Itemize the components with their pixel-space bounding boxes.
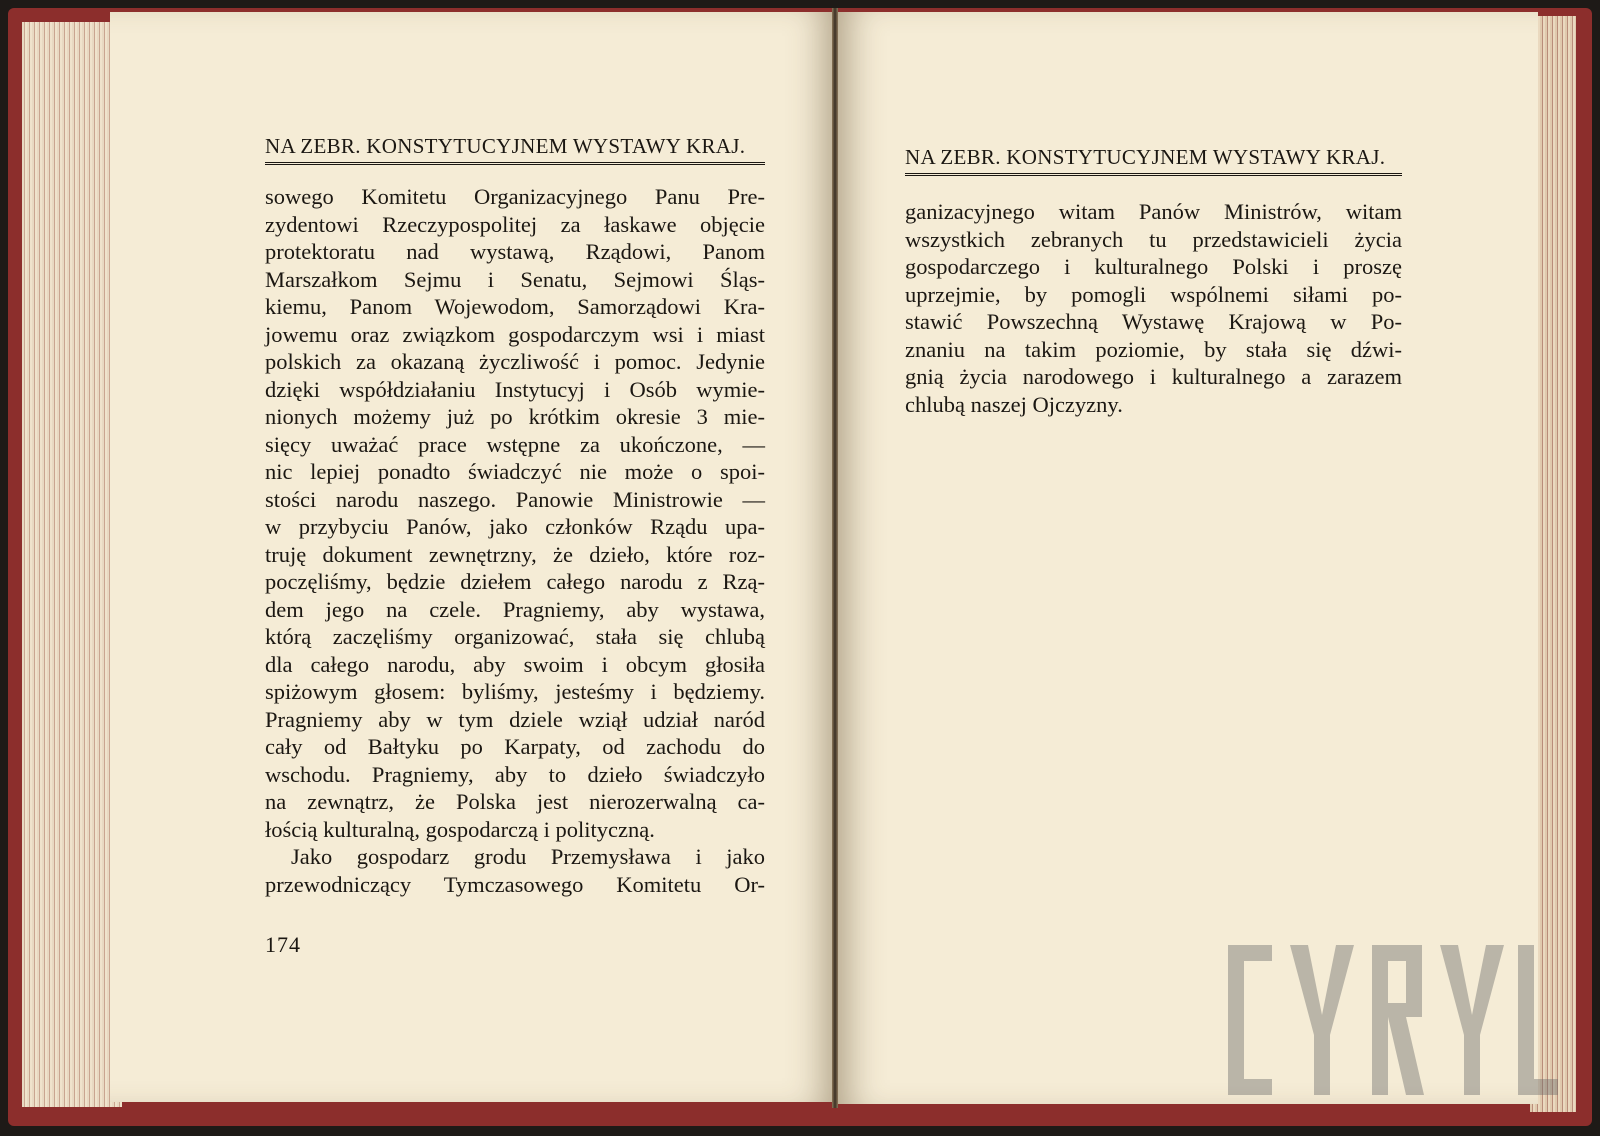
- text-line: którą zaczęliśmy organizować, stała się chlubą: [265, 624, 765, 649]
- text-line: stości narodu naszego. Panowie Ministrowie —: [265, 486, 765, 512]
- text-line: kiemu, Panom Wojewodom, Samorządowi Kra-: [265, 294, 765, 319]
- text-line: jowemu oraz związkom gospodarczym wsi i miast: [265, 321, 765, 347]
- text-line: sowego Komitetu Organizacyjnego Panu Pre-: [265, 184, 765, 209]
- text-line: stawić Powszechną Wystawę Krajową w Po-: [905, 309, 1402, 334]
- right-body-text: [905, 198, 1402, 418]
- text-line: polskich za okazaną życzliwość i pomoc. Jedynie: [265, 349, 765, 374]
- text-line: sięcy uważać prace wstępne za ukończone, —: [265, 431, 765, 457]
- text-line: Jako gospodarz grodu Przemysława i jako: [291, 844, 765, 869]
- text-line: ganizacyjnego witam Panów Ministrów, witam: [905, 199, 1402, 224]
- text-line: na zewnątrz, że Polska jest nierozerwalną ca-: [265, 789, 765, 814]
- text-line: nionych możemy już po krótkim okresie 3 mie-: [265, 404, 765, 429]
- page-number: 174: [265, 932, 301, 957]
- text-line: dem jego na czele. Pragniemy, aby wystawa,: [265, 596, 765, 622]
- text-line: wszystkich zebranych tu przedstawicieli życia: [905, 226, 1402, 252]
- text-line: truję dokument zewnętrzny, że dzieło, które roz-: [265, 541, 765, 567]
- text-line: gospodarczego i kulturalnego Polski i proszę: [905, 254, 1402, 279]
- cyryl-watermark-logo: [1228, 945, 1558, 1095]
- text-line: protektoratu nad wystawą, Rządowi, Panom: [265, 239, 765, 264]
- text-line: zydentowi Rzeczypospolitej za łaskawe objęcie: [265, 211, 765, 237]
- text-line: poczęliśmy, będzie dziełem całego narodu z Rzą-: [265, 569, 765, 594]
- text-line: dzięki współdziałaniu Instytucyj i Osób wymie-: [265, 376, 765, 402]
- text-line: spiżowym głosem: byliśmy, jesteśmy i będziemy.: [265, 679, 765, 704]
- page-edges-left: [22, 22, 122, 1107]
- text-line: gnią życia narodowego i kulturalnego a zarazem: [905, 364, 1402, 389]
- text-line: Pragniemy aby w tym dziele wziął udział naród: [265, 706, 765, 732]
- text-line: nic lepiej ponadto świadczyć nie może o spoi-: [265, 459, 765, 484]
- text-line: uprzejmie, by pomogli wspólnemi siłami po-: [905, 281, 1402, 307]
- left-body-text: [265, 183, 765, 898]
- text-line: Marszałkom Sejmu i Senatu, Sejmowi Śląs-: [265, 266, 765, 292]
- text-line: w przybyciu Panów, jako członków Rządu upa-: [265, 514, 765, 539]
- text-line: cały od Bałtyku po Karpaty, od zachodu do: [265, 734, 765, 759]
- text-line: chlubą naszej Ojczyzny.: [905, 391, 1123, 417]
- text-line: przewodniczący Tymczasowego Komitetu Or-: [265, 871, 765, 897]
- left-running-header: NA ZEBR. KONSTYTUCYJNEM WYSTAWY KRAJ.: [265, 134, 765, 165]
- text-line: dla całego narodu, aby swoim i obcym głosiła: [265, 651, 765, 677]
- text-line: łością kulturalną, gospodarczą i polityczną.: [265, 816, 655, 842]
- book-gutter: [832, 8, 838, 1108]
- right-running-header: NA ZEBR. KONSTYTUCYJNEM WYSTAWY KRAJ.: [905, 145, 1402, 176]
- text-line: znaniu na takim poziomie, by stała się dźwi-: [905, 336, 1402, 362]
- text-line: wschodu. Pragniemy, aby to dzieło świadczyło: [265, 761, 765, 787]
